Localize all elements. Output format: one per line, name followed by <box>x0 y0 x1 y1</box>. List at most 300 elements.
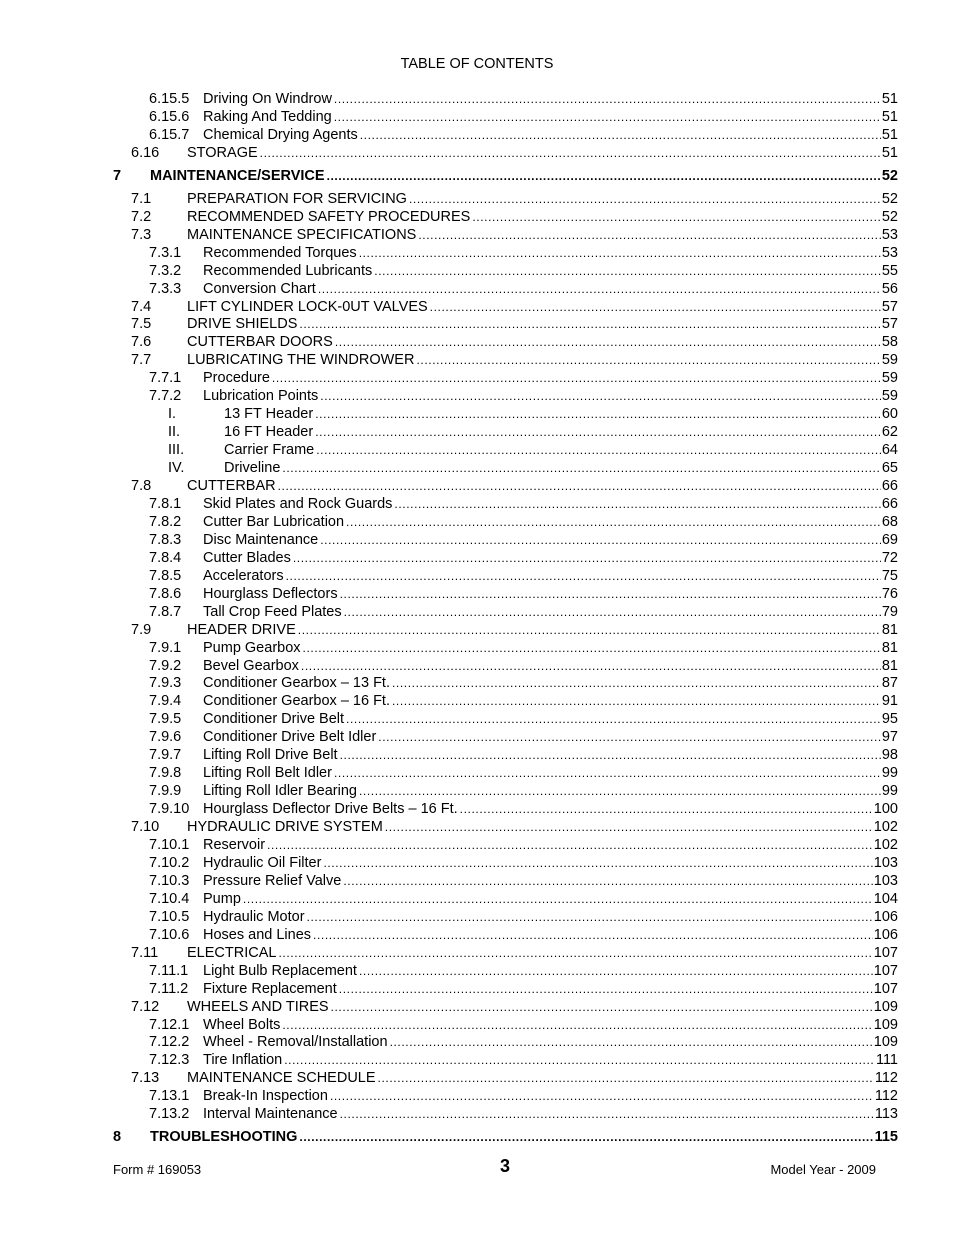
toc-section-number: 7.10.3 <box>149 872 190 889</box>
toc-row[interactable] <box>0 890 954 908</box>
toc-entry <box>224 423 898 441</box>
toc-dot-leader <box>430 298 881 316</box>
toc-section-number: 7.10.5 <box>149 908 190 925</box>
toc-page-number: 112 <box>874 1070 898 1087</box>
toc-entry <box>224 459 898 477</box>
toc-dot-leader <box>298 621 881 639</box>
toc-section-number: 7.8.3 <box>149 531 182 548</box>
toc-entry <box>187 1069 898 1087</box>
toc-row[interactable] <box>0 126 954 144</box>
toc-row[interactable] <box>0 226 954 244</box>
toc-entry <box>203 674 898 692</box>
toc-row[interactable] <box>0 495 954 513</box>
form-number: Form # 169053 <box>113 1162 202 1177</box>
toc-row[interactable] <box>0 1051 954 1069</box>
toc-row[interactable] <box>0 980 954 998</box>
toc-chapter-row[interactable] <box>0 1128 954 1146</box>
toc-entry <box>187 998 898 1016</box>
toc-entry <box>203 836 898 854</box>
toc-section-number: 7.10.2 <box>149 854 190 871</box>
toc-entry-label: Interval Maintenance <box>203 1106 338 1123</box>
toc-row[interactable] <box>0 1105 954 1123</box>
toc-dot-leader <box>418 226 881 244</box>
toc-entry-label: 13 FT Header <box>224 406 314 423</box>
toc-entry-label: MAINTENANCE SCHEDULE <box>187 1070 376 1087</box>
toc-dot-leader <box>416 351 880 369</box>
toc-page-number: 98 <box>881 747 898 764</box>
toc-entry <box>203 495 898 513</box>
toc-page-number: 52 <box>881 167 898 184</box>
toc-section-number: 7.6 <box>131 334 152 351</box>
toc-entry-label: Break-In Inspection <box>203 1088 328 1105</box>
toc-section-number: 7.3 <box>131 226 152 243</box>
toc-dot-leader <box>390 1033 873 1051</box>
toc-page-number: 51 <box>881 144 898 161</box>
toc-row[interactable] <box>0 674 954 692</box>
toc-row[interactable] <box>0 387 954 405</box>
toc-dot-leader <box>278 477 881 495</box>
toc-row[interactable] <box>0 531 954 549</box>
toc-row[interactable] <box>0 603 954 621</box>
toc-dot-leader <box>359 244 881 262</box>
toc-entry-label: ELECTRICAL <box>187 944 277 961</box>
toc-entry <box>203 728 898 746</box>
toc-entry-label: Conditioner Gearbox – 13 Ft. <box>203 675 390 692</box>
toc-section-number: 7.9.3 <box>149 675 182 692</box>
toc-entry-label: Hourglass Deflector Drive Belts – 16 Ft. <box>203 801 458 818</box>
toc-row[interactable] <box>0 280 954 298</box>
toc-row[interactable] <box>0 854 954 872</box>
toc-section-number: 7.8.6 <box>149 585 182 602</box>
toc-row[interactable] <box>0 423 954 441</box>
toc-entry-label: Wheel Bolts <box>203 1016 281 1033</box>
toc-dot-leader <box>343 872 872 890</box>
toc-section-number: 6.16 <box>131 144 160 161</box>
toc-entry <box>203 603 898 621</box>
toc-entry-label: Driveline <box>224 460 281 477</box>
toc-entry <box>203 692 898 710</box>
toc-row[interactable] <box>0 1016 954 1034</box>
toc-row[interactable] <box>0 926 954 944</box>
toc-entry-label: Tall Crop Feed Plates <box>203 603 342 620</box>
toc-row[interactable] <box>0 208 954 226</box>
toc-section-number: 7.9.4 <box>149 693 182 710</box>
toc-row[interactable] <box>0 728 954 746</box>
toc-dot-leader <box>346 513 881 531</box>
toc-section-number: 7.7.2 <box>149 388 182 405</box>
toc-section-number: 7.7.1 <box>149 370 182 387</box>
toc-row[interactable] <box>0 405 954 423</box>
toc-page-number: 68 <box>881 513 898 530</box>
toc-row[interactable] <box>0 190 954 208</box>
toc-row[interactable] <box>0 1069 954 1087</box>
toc-entry <box>203 126 898 144</box>
page-title: TABLE OF CONTENTS <box>400 56 554 72</box>
toc-row[interactable] <box>0 782 954 800</box>
toc-row[interactable] <box>0 298 954 316</box>
toc-section-number: 7.7 <box>131 352 152 369</box>
toc-row[interactable] <box>0 262 954 280</box>
toc-page-number: 91 <box>881 693 898 710</box>
toc-dot-leader <box>359 962 873 980</box>
toc-entry-label: Hydraulic Oil Filter <box>203 854 322 871</box>
toc-dot-leader <box>378 728 881 746</box>
toc-section-number: 7.9.8 <box>149 765 182 782</box>
toc-entry-label: Lifting Roll Belt Idler <box>203 765 332 782</box>
toc-row[interactable] <box>0 710 954 728</box>
toc-entry <box>187 315 898 333</box>
toc-row[interactable] <box>0 90 954 108</box>
toc-section-number: 7.10 <box>131 819 160 836</box>
toc-entry <box>203 962 898 980</box>
toc-entry-label: LIFT CYLINDER LOCK-0UT VALVES <box>187 298 428 315</box>
toc-section-number: 7.8 <box>131 478 152 494</box>
toc-dot-leader <box>267 836 873 854</box>
toc-entry <box>203 513 898 531</box>
toc-dot-leader <box>293 549 881 567</box>
toc-page-number: 99 <box>881 783 898 800</box>
toc-page-number: 107 <box>873 962 898 979</box>
toc-section-number: 7.8.2 <box>149 513 182 530</box>
toc-entry <box>203 657 898 675</box>
toc-dot-leader <box>282 459 880 477</box>
toc-row[interactable] <box>0 441 954 459</box>
toc-dot-leader <box>243 890 873 908</box>
toc-row[interactable] <box>0 477 954 495</box>
toc-entry <box>203 262 898 280</box>
toc-row[interactable] <box>0 872 954 890</box>
toc-dot-leader <box>374 262 881 280</box>
toc-row[interactable] <box>0 908 954 926</box>
toc-section-number: 7.9 <box>131 621 152 638</box>
toc-page-number: 103 <box>873 872 898 889</box>
toc-entry-label: HEADER DRIVE <box>187 621 296 638</box>
toc-page-number: 51 <box>881 126 898 143</box>
toc-section-number: 7.3.1 <box>149 244 182 261</box>
toc-dot-leader <box>378 1069 874 1087</box>
toc-entry <box>187 208 898 226</box>
toc-dot-leader <box>327 167 881 185</box>
toc-section-number: 6.15.6 <box>149 108 190 125</box>
toc-section-number: 7.11.1 <box>149 962 189 979</box>
toc-row[interactable] <box>0 836 954 854</box>
toc-row[interactable] <box>0 1087 954 1105</box>
toc-page-number: 51 <box>881 91 898 107</box>
toc-page-number: 62 <box>881 424 898 441</box>
toc-section-number: I. <box>168 406 177 423</box>
toc-entry-label: Conditioner Drive Belt Idler <box>203 729 377 746</box>
toc-entry <box>187 144 898 162</box>
toc-dot-leader <box>409 190 881 208</box>
toc-section-number: 7.11.2 <box>149 980 189 997</box>
toc-row[interactable] <box>0 315 954 333</box>
toc-page-number: 57 <box>881 298 898 315</box>
toc-entry-label: Pump Gearbox <box>203 639 301 656</box>
toc-entry <box>203 1051 898 1069</box>
toc-row[interactable] <box>0 764 954 782</box>
toc-dot-leader <box>385 818 873 836</box>
toc-page-number: 97 <box>881 729 898 746</box>
toc-row[interactable] <box>0 108 954 126</box>
toc-entry <box>187 477 898 495</box>
toc-dot-leader <box>315 405 881 423</box>
toc-entry <box>187 944 898 962</box>
toc-dot-leader <box>394 495 880 513</box>
toc-entry <box>150 1128 898 1146</box>
toc-section-number: 7.11 <box>131 944 159 961</box>
toc-entry-label: Accelerators <box>203 567 284 584</box>
toc-dot-leader <box>331 998 873 1016</box>
toc-section-number: 7.8.1 <box>149 495 182 512</box>
toc-page-number: 66 <box>881 478 898 494</box>
toc-entry <box>187 621 898 639</box>
toc-entry-label: TROUBLESHOOTING <box>150 1129 298 1146</box>
toc-section-number: 7.13.2 <box>149 1106 190 1123</box>
toc-row[interactable] <box>0 818 954 836</box>
toc-row[interactable] <box>0 998 954 1016</box>
toc-entry <box>203 908 898 926</box>
toc-entry-label: Pressure Relief Valve <box>203 872 342 889</box>
toc-page-number: 115 <box>874 1129 898 1146</box>
toc-section-number: 7.12.2 <box>149 1034 190 1051</box>
toc-section-number: 7.8.7 <box>149 603 182 620</box>
toc-page-number: 60 <box>881 406 898 423</box>
toc-entry <box>203 872 898 890</box>
toc-row[interactable] <box>0 1033 954 1051</box>
toc-section-number: 7.2 <box>131 208 152 225</box>
toc-section-number: 7.9.6 <box>149 729 182 746</box>
toc-row[interactable] <box>0 639 954 657</box>
toc-dot-leader <box>330 1087 874 1105</box>
toc-row[interactable] <box>0 585 954 603</box>
toc-section-number: IV. <box>168 460 185 477</box>
toc-entry-label: Conditioner Gearbox – 16 Ft. <box>203 693 390 710</box>
toc-entry-label: Driving On Windrow <box>203 91 332 107</box>
toc-entry-label: Lifting Roll Idler Bearing <box>203 783 357 800</box>
toc-dot-leader <box>359 782 881 800</box>
toc-dot-leader <box>360 126 881 144</box>
toc-page-number: 64 <box>881 442 898 459</box>
toc-entry-label: 16 FT Header <box>224 424 314 441</box>
toc-section-number: 7 <box>113 167 122 184</box>
toc-entry <box>187 818 898 836</box>
toc-dot-leader <box>286 567 881 585</box>
toc-row[interactable] <box>0 549 954 567</box>
toc-page-number: 100 <box>873 801 898 818</box>
page-footer <box>0 1156 954 1180</box>
toc-section-number: 7.9.2 <box>149 657 182 674</box>
toc-entry <box>150 167 898 185</box>
toc-entry-label: PREPARATION FOR SERVICING <box>187 190 407 207</box>
toc-entry <box>187 333 898 351</box>
toc-page-number: 56 <box>881 280 898 297</box>
model-year: Model Year - 2009 <box>770 1162 876 1177</box>
toc-entry-label: Bevel Gearbox <box>203 657 299 674</box>
toc-row[interactable] <box>0 351 954 369</box>
toc-entry <box>203 710 898 728</box>
toc-dot-leader <box>320 387 881 405</box>
toc-row[interactable] <box>0 333 954 351</box>
toc-section-number: 7.3.3 <box>149 280 182 297</box>
toc-row[interactable] <box>0 944 954 962</box>
toc-page-number: 65 <box>881 460 898 477</box>
toc-entry-label: Hoses and Lines <box>203 926 312 943</box>
toc-page-number: 107 <box>873 980 898 997</box>
toc-section-number: 7.10.6 <box>149 926 190 943</box>
toc-row[interactable] <box>0 244 954 262</box>
toc-page-number: 66 <box>881 495 898 512</box>
toc-dot-leader <box>344 603 881 621</box>
toc-row[interactable] <box>0 657 954 675</box>
toc-entry-label: Conversion Chart <box>203 280 316 297</box>
toc-entry <box>203 1105 898 1123</box>
toc-entry-label: MAINTENANCE SPECIFICATIONS <box>187 226 417 243</box>
toc-section-number: 7.9.10 <box>149 801 190 818</box>
toc-entry <box>203 890 898 908</box>
toc-page-number: 111 <box>875 1052 898 1069</box>
toc-entry-label: Lubrication Points <box>203 388 319 405</box>
toc-dot-leader <box>260 144 881 162</box>
toc-page-number: 106 <box>873 926 898 943</box>
toc-page-number: 95 <box>881 711 898 728</box>
toc-entry <box>203 1087 898 1105</box>
toc-entry <box>224 441 898 459</box>
toc-entry <box>203 531 898 549</box>
toc-entry <box>203 1033 898 1051</box>
toc-row[interactable] <box>0 459 954 477</box>
toc-page-number: 109 <box>873 1034 898 1051</box>
toc-dot-leader <box>334 90 881 108</box>
toc-page-number: 102 <box>873 837 898 853</box>
toc-entry-label: Skid Plates and Rock Guards <box>203 495 393 512</box>
toc-section-number: 6.15.5 <box>149 91 190 107</box>
toc-entry <box>203 567 898 585</box>
toc-dot-leader <box>323 854 872 872</box>
toc-section-number: 8 <box>113 1129 122 1146</box>
toc-entry-label: RECOMMENDED SAFETY PROCEDURES <box>187 208 471 225</box>
toc-section-number: III. <box>168 442 185 459</box>
toc-dot-leader <box>339 980 873 998</box>
toc-section-number: 7.10.1 <box>149 837 190 853</box>
toc-section-number: 7.10.4 <box>149 890 190 907</box>
toc-page-number: 52 <box>881 208 898 225</box>
toc-page-number: 102 <box>873 819 898 836</box>
toc-row[interactable] <box>0 369 954 387</box>
toc-row[interactable] <box>0 144 954 162</box>
toc-page-number: 75 <box>881 567 898 584</box>
toc-entry-label: Recommended Torques <box>203 244 357 261</box>
toc-entry-label: Pump <box>203 890 241 907</box>
toc-page-number: 106 <box>873 908 898 925</box>
toc-entry <box>203 1016 898 1034</box>
toc-entry <box>203 746 898 764</box>
toc-entry-label: Hourglass Deflectors <box>203 585 338 602</box>
toc-page-number: 57 <box>881 316 898 333</box>
toc-entry <box>187 226 898 244</box>
toc-entry-label: Carrier Frame <box>224 442 315 459</box>
toc-section-number: 7.13 <box>131 1070 160 1087</box>
toc-dot-leader <box>272 369 881 387</box>
toc-entry <box>203 639 898 657</box>
toc-row[interactable] <box>0 567 954 585</box>
toc-entry-label: CUTTERBAR DOORS <box>187 334 333 351</box>
toc-page-number: 99 <box>881 765 898 782</box>
toc-row[interactable] <box>0 746 954 764</box>
toc-entry <box>203 926 898 944</box>
toc-section-number: 7.5 <box>131 316 152 333</box>
toc-row[interactable] <box>0 513 954 531</box>
toc-dot-leader <box>284 1051 875 1069</box>
toc-entry <box>187 190 898 208</box>
toc-dot-leader <box>340 746 881 764</box>
toc-entry-label: MAINTENANCE/SERVICE <box>150 167 325 184</box>
toc-page-number: 103 <box>873 854 898 871</box>
toc-page-number: 69 <box>881 531 898 548</box>
toc-entry-label: Raking And Tedding <box>203 108 332 125</box>
toc-section-number: 7.12 <box>131 998 160 1015</box>
toc-row[interactable] <box>0 800 954 818</box>
toc-entry-label: Chemical Drying Agents <box>203 126 358 143</box>
toc-dot-leader <box>472 208 881 226</box>
toc-entry-label: HYDRAULIC DRIVE SYSTEM <box>187 819 383 836</box>
toc-dot-leader <box>320 531 881 549</box>
toc-page-number: 53 <box>881 244 898 261</box>
toc-page-number: 113 <box>874 1106 898 1123</box>
toc-page-number: 72 <box>881 549 898 566</box>
toc-entry-label: STORAGE <box>187 144 258 161</box>
toc-entry-label: Hydraulic Motor <box>203 908 305 925</box>
toc-entry <box>203 280 898 298</box>
toc-page-number: 76 <box>881 585 898 602</box>
toc-section-number: 7.4 <box>131 298 152 315</box>
toc-dot-leader <box>340 585 881 603</box>
toc-dot-leader <box>318 280 881 298</box>
toc-page-number: 81 <box>881 657 898 674</box>
toc-dot-leader <box>335 333 881 351</box>
toc-entry <box>203 800 898 818</box>
toc-page-number: 107 <box>873 944 898 961</box>
toc-entry-label: Cutter Blades <box>203 549 291 566</box>
toc-dot-leader <box>301 657 881 675</box>
toc-entry-label: Tire Inflation <box>203 1052 283 1069</box>
toc-entry-label: CUTTERBAR <box>187 478 276 494</box>
toc-entry <box>203 369 898 387</box>
toc-dot-leader <box>282 1016 872 1034</box>
toc-entry-label: Reservoir <box>203 837 266 853</box>
toc-dot-leader <box>307 908 873 926</box>
toc-page-number: 52 <box>881 190 898 207</box>
toc-chapter-row[interactable] <box>0 167 954 185</box>
toc-row[interactable] <box>0 621 954 639</box>
toc-dot-leader <box>334 108 881 126</box>
toc-section-number: 7.9.7 <box>149 747 182 764</box>
toc-row[interactable] <box>0 692 954 710</box>
toc-entry <box>203 90 898 108</box>
toc-page-number: 59 <box>881 370 898 387</box>
toc-section-number: 6.15.7 <box>149 126 190 143</box>
toc-entry-label: WHEELS AND TIRES <box>187 998 329 1015</box>
toc-entry-label: LUBRICATING THE WINDROWER <box>187 352 415 369</box>
toc-dot-leader <box>299 315 880 333</box>
toc-dot-leader <box>313 926 873 944</box>
toc-entry <box>203 764 898 782</box>
toc-dot-leader <box>392 692 881 710</box>
toc-section-number: 7.9.9 <box>149 783 182 800</box>
toc-entry <box>203 387 898 405</box>
toc-page-number: 51 <box>881 108 898 125</box>
toc-row[interactable] <box>0 962 954 980</box>
toc-section-number: II. <box>168 424 181 441</box>
